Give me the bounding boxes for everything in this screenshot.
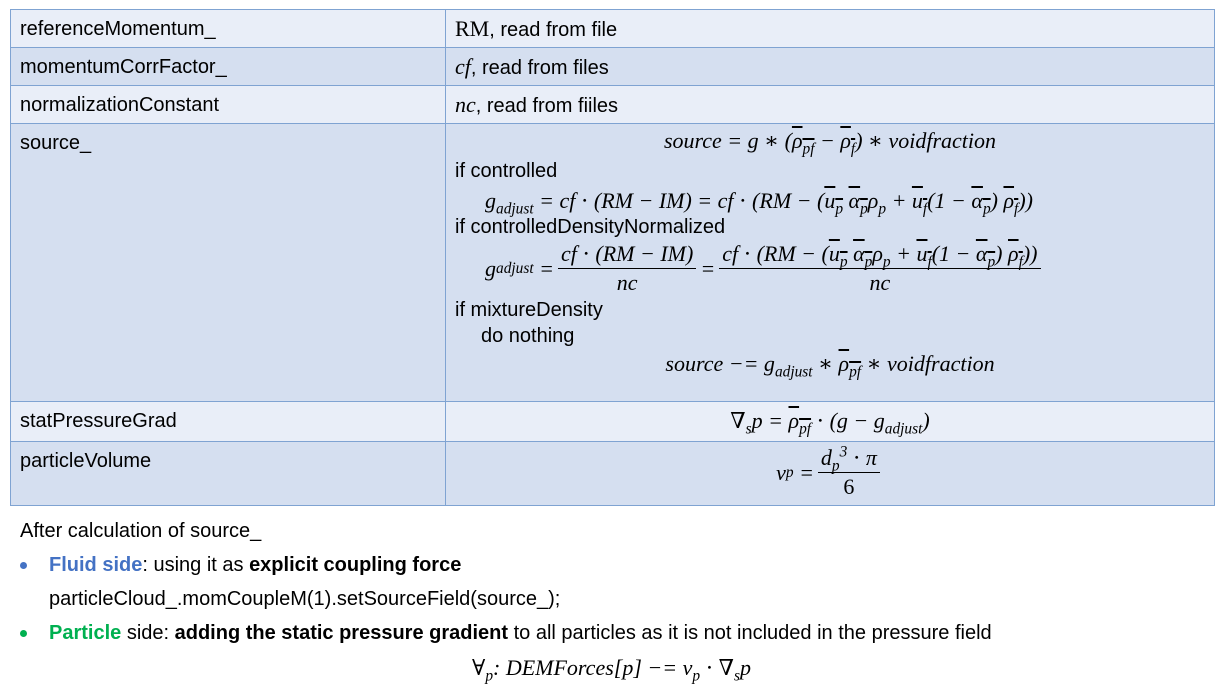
- param-name: normalizationConstant: [11, 86, 446, 124]
- fluid-bold: explicit coupling force: [249, 554, 462, 576]
- particle-text: side:: [121, 622, 175, 644]
- desc-text: , read from file: [489, 19, 618, 41]
- fluid-label: Fluid side: [49, 554, 143, 576]
- param-desc: [446, 124, 1215, 402]
- param-desc: [446, 86, 1215, 124]
- parameter-table: [10, 9, 1215, 506]
- param-desc: [446, 48, 1215, 86]
- desc-text: , read from fiiles: [475, 95, 619, 117]
- g-adjust-equation: $g_{adjust}$ = cf ⋅ (RM − IM) = cf ⋅ ($RM - (u_p$ $\alpha_p\rho_p + u_f(1 - \alpha_p)$ $\rho_f$)): [485, 188, 1033, 218]
- particle-label: Particle: [49, 622, 122, 644]
- after-intro: After calculation of source_: [20, 520, 262, 542]
- source-equation: source = g ∗ $(\rho_{pf} - \rho_f)$ ∗ voidfraction: [663, 128, 997, 158]
- table-row: [11, 10, 1215, 48]
- do-nothing-label: do nothing: [481, 325, 575, 347]
- param-name: source_: [11, 124, 446, 402]
- param-name: momentumCorrFactor_: [11, 48, 446, 86]
- param-name: statPressureGrad: [11, 402, 446, 442]
- stat-pressure-equation: $\nabla_sp = \rho_{pf} \cdot (g - g_{adjust})$: [730, 408, 930, 438]
- dem-forces-equation: $\forall_p$: DEMForces[p] −= $v_p \cdot \nabla_sp$: [472, 655, 751, 685]
- source-update-equation: source −= $g_{adjust}$ ∗ $\rho_{pf}$ ∗ voidfraction: [665, 351, 995, 381]
- rm-symbol: RM: [455, 16, 490, 41]
- cf-symbol: cf: [455, 54, 471, 79]
- fluid-code: particleCloud_.momCoupleM(1).setSourceField(source_);: [49, 588, 561, 610]
- if-mixture-label: if mixtureDensity: [455, 299, 603, 321]
- g-adjust-normalized-equation: g adjust = $\frac{cf \cdot (RM - IM)}{nc}$ = $\frac{cf \cdot (RM - (u_p \alpha_p\rho_p + u_f(1 - \alpha_p) \rho_f))}{nc}$: [455, 240, 1205, 297]
- if-normalized-label: if controlledDensityNormalized: [455, 216, 726, 238]
- table-row: [11, 402, 1215, 442]
- desc-text: , read from files: [470, 57, 609, 79]
- particle-bullet: [20, 620, 992, 646]
- fluid-text: : using it as: [142, 554, 250, 576]
- param-name: referenceMomentum_: [11, 10, 446, 48]
- particle-rest: to all particles as it is not included in the pressure field: [508, 622, 992, 644]
- param-desc: [446, 402, 1215, 442]
- param-name: particleVolume: [11, 442, 446, 506]
- if-controlled-label: if controlled: [455, 160, 558, 182]
- table-row: [11, 48, 1215, 86]
- table-row: [11, 442, 1215, 506]
- param-desc: [446, 442, 1215, 506]
- bullet-dot-icon: [20, 562, 27, 569]
- table-row: [11, 124, 1215, 402]
- fluid-bullet: [20, 552, 461, 578]
- particle-volume-equation: v p = $\frac{d_p^3 \cdot \pi}{6}$: [455, 444, 1205, 501]
- param-desc: [446, 10, 1215, 48]
- bullet-dot-icon: [20, 630, 27, 637]
- nc-symbol: nc: [455, 92, 476, 117]
- table-row: [11, 86, 1215, 124]
- particle-bold: adding the static pressure gradient: [174, 622, 509, 644]
